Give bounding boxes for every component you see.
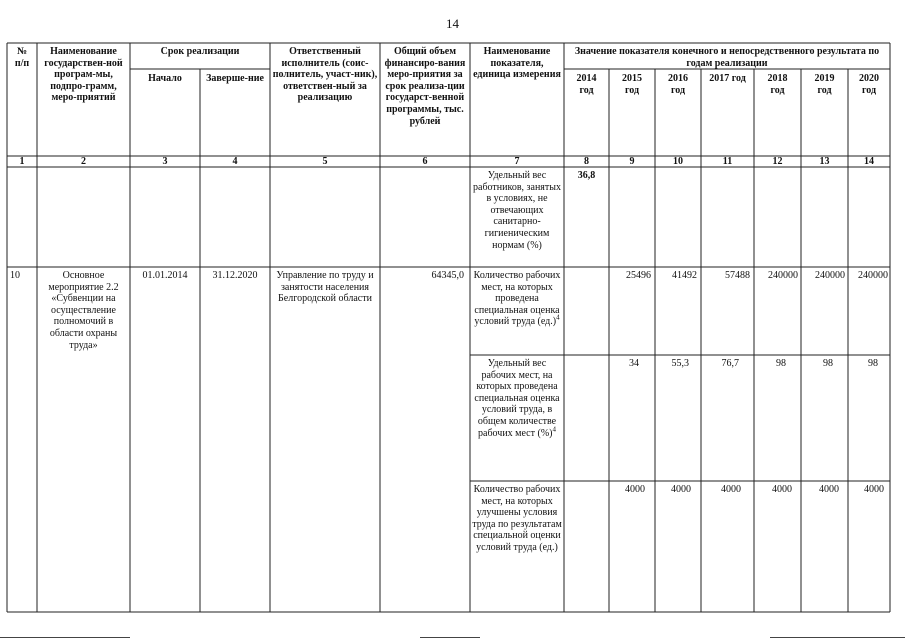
indicator-2-2020: 98: [868, 358, 878, 369]
col-num-8: 8: [584, 156, 589, 167]
page-number: 14: [446, 16, 459, 31]
col-num-3: 3: [162, 156, 168, 167]
col-num-1: 1: [19, 156, 25, 167]
header-year-2017: 2017 год: [709, 73, 746, 84]
header-year-2018: 2018 год: [767, 73, 788, 96]
row10-end: 31.12.2020: [212, 270, 258, 281]
header-funding: Общий объем финансиро-вания меро-приятия за срок реализа-ции государст-венной программы, тыс. рублей: [384, 46, 466, 127]
indicator-1-2018: 240000: [768, 270, 798, 281]
header-num: № п/п: [14, 46, 30, 69]
indicator-1-name: Количество рабочих мест, на которых проведена специальная оценка условий труда $(ед.)^4$: [473, 270, 561, 328]
indicator-2-2015: 34: [629, 358, 639, 369]
row10-funding: 64345,0: [431, 270, 464, 281]
header-year-2014: 2014 год: [576, 73, 597, 96]
header-program: Наименование государствен-ной програм-мы, подпро-грамм, меро-приятий: [44, 46, 123, 104]
indicator-3-2015: 4000: [625, 484, 645, 495]
indicator-2-name: Удельный вес рабочих мест, на которых проведена специальная оценка условий труда, в общем количестве рабочих мест (%)$^4$: [474, 358, 560, 439]
prev-indicator-2014: 36,8: [577, 170, 596, 181]
indicator-3-2020: 4000: [864, 484, 884, 495]
indicator-1-2016: 41492: [672, 270, 697, 281]
indicator-2-2016: 55,3: [671, 358, 689, 369]
header-end: Заверше-ние: [206, 73, 264, 84]
col-num-7: 7: [514, 156, 520, 167]
indicator-2-2019: 98: [823, 358, 833, 369]
header-period: Срок реализации: [160, 46, 240, 57]
prev-indicator-name: Удельный вес работников, занятых в условиях, не отвечающих санитарно-гигиеническим нормам (%): [473, 170, 561, 251]
row10-num: 10: [10, 270, 20, 281]
col-num-9: 9: [629, 156, 635, 167]
row10-executor: Управление по труду и занятости населения Белгородской области: [276, 270, 374, 305]
header-executor: Ответственный исполнитель (соис-полнитель, участ-ник), ответствен-ный за реализацию: [272, 46, 378, 104]
header-indicator: Наименование показателя, единица измерения: [473, 46, 561, 81]
indicator-3-2019: 4000: [819, 484, 839, 495]
col-num-5: 5: [322, 156, 328, 167]
indicator-1-footnote: 4: [556, 314, 560, 323]
indicator-3-2017: 4000: [721, 484, 741, 495]
indicator-2-footnote: 4: [552, 425, 556, 434]
indicator-2-2017: 76,7: [721, 358, 739, 369]
col-num-12: 12: [772, 156, 783, 167]
row10-start: 01.01.2014: [142, 270, 188, 281]
header-year-2016: 2016 год: [668, 73, 688, 96]
indicator-3-2018: 4000: [772, 484, 792, 495]
indicator-3-2016: 4000: [671, 484, 691, 495]
col-num-10: 10: [673, 156, 683, 167]
row10-name: Основное мероприятие 2.2 «Субвенции на осуществление полномочий в области охраны труда»: [48, 270, 119, 351]
col-num-11: 11: [722, 156, 733, 167]
header-year-2020: 2020 год: [859, 73, 879, 96]
indicator-3-name: Количество рабочих мест, на которых улучшены условия труда по результатам специальной оценки условий труда (ед.): [472, 484, 562, 553]
header-year-2015: 2015 год: [622, 73, 642, 96]
scan-edge-right: [770, 637, 905, 638]
header-values-group: Значение показателя конечного и непосредственного результата по годам реализации: [574, 46, 880, 69]
indicator-1-2019: 240000: [815, 270, 845, 281]
scan-edge-left: [0, 637, 130, 638]
header-start: Начало: [148, 73, 182, 84]
scan-edge-center: [420, 637, 480, 638]
col-num-14: 14: [864, 156, 874, 167]
col-num-4: 4: [232, 156, 238, 167]
indicator-1-2017: 57488: [725, 270, 750, 281]
indicator-1-2015: 25496: [626, 270, 651, 281]
col-num-2: 2: [81, 156, 86, 167]
indicator-1-2020: 240000: [858, 270, 888, 281]
col-num-13: 13: [819, 156, 830, 167]
header-year-2019: 2019 год: [814, 73, 835, 96]
col-num-6: 6: [422, 156, 428, 167]
indicator-2-2018: 98: [776, 358, 786, 369]
